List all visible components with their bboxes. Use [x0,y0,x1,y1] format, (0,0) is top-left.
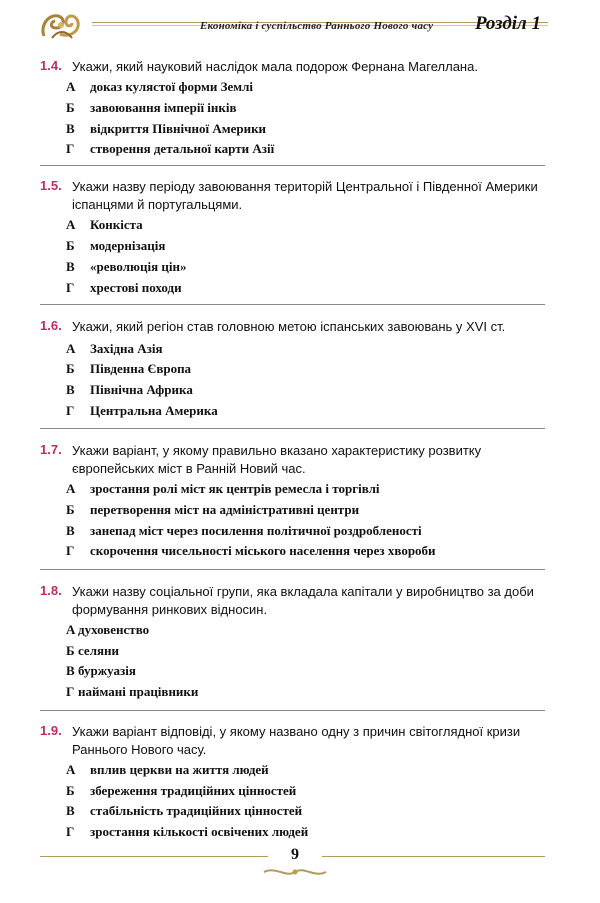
option-a [66,761,269,781]
option-letter: А [66,622,76,637]
option-letter: В [66,121,75,136]
option-text: буржуазія [78,663,136,678]
option-letter: А [66,79,76,94]
option-b [66,501,359,521]
divider [40,710,545,711]
question-number: 1.8. [40,583,62,598]
option-d [66,542,436,562]
divider [40,428,545,429]
divider [40,165,545,166]
option-letter: А [66,217,76,232]
question-number: 1.7. [40,442,62,457]
option-text: Центральна Америка [90,403,218,418]
option-b [66,782,296,802]
divider [40,304,545,305]
option-letter: В [66,803,75,818]
footer-rule-left [40,856,268,857]
option-text: створення детальної карти Азії [90,141,275,156]
divider [40,569,545,570]
option-letter: Г [66,280,75,295]
option-text: збереження традиційних цінностей [90,783,297,798]
option-c [66,120,266,140]
option-letter: В [66,259,75,274]
option-letter: Г [66,543,75,558]
option-letter: Б [66,502,75,517]
page-header [0,0,600,44]
option-letter: В [66,663,75,678]
option-letter: В [66,523,75,538]
page-number: 9 [291,846,299,863]
question-number: 1.4. [40,58,62,73]
option-letter: Б [66,783,75,798]
option-text: Південна Європа [90,361,192,376]
option-text: зростання ролі міст як центрів ремесла і торгівлі [90,481,380,496]
option-text: духовенство [78,622,150,637]
option-d [66,402,218,422]
option-text: зростання кількості освічених людей [90,824,309,839]
option-text: селяни [78,643,120,658]
question-number: 1.6. [40,318,62,333]
option-d [66,140,274,160]
option-d [66,683,198,703]
option-text: наймані працівники [78,684,199,699]
option-c [66,662,136,682]
question-number: 1.5. [40,178,62,193]
option-letter: Г [66,684,75,699]
option-text: перетворення міст на адміністративні центри [90,502,360,517]
option-b [66,642,119,662]
footer-rule-right [322,856,545,857]
option-c [66,258,186,278]
option-letter: Б [66,643,75,658]
option-text: Північна Африка [90,382,193,397]
section-label: Розділ 1 [475,13,542,34]
question-text: Укажи варіант, у якому правильно вказано характеристику розвитку європейських міст в Ранній Новий час. [72,443,482,476]
option-letter: Б [66,100,75,115]
option-a [66,216,143,236]
option-a [66,340,163,360]
option-b [66,237,165,257]
question-text: Укажи, який регіон став головною метою іспанських завоювань у XVI ст. [72,319,506,334]
option-letter: В [66,382,75,397]
option-b [66,99,237,119]
running-title: Економіка і суспільство Раннього Нового часу [200,20,434,32]
option-letter: Г [66,403,75,418]
option-c [66,522,422,542]
question-text: Укажи, який науковий наслідок мала подорож Фернана Магеллана. [72,59,478,74]
option-text: хрестові походи [90,280,182,295]
option-text: вплив церкви на життя людей [90,762,269,777]
option-text: доказ кулястої форми Землі [90,79,254,94]
option-letter: Г [66,141,75,156]
option-text: «революція цін» [90,259,187,274]
option-c [66,802,302,822]
option-letter: Б [66,361,75,376]
option-letter: А [66,341,76,356]
option-text: відкриття Північної Америки [90,121,267,136]
option-letter: Б [66,238,75,253]
question-text: Укажи варіант відповіді, у якому названо одну з причин світоглядної кризи Раннього Нового часу. [72,724,521,757]
option-a [66,78,253,98]
option-c [66,381,193,401]
option-d [66,279,182,299]
question-number: 1.9. [40,723,62,738]
question-text: Укажи назву соціальної групи, яка вкладала капітали у виробництво за доби формування ринкових відносин. [72,584,534,617]
question-text: Укажи назву періоду завоювання територій Центральної і Південної Америки іспанцями й португальцями. [72,179,538,212]
option-text: модернізація [90,238,166,253]
option-letter: А [66,481,76,496]
option-text: занепад міст через посилення політичної роздробленості [90,523,422,538]
option-text: Конкіста [90,217,143,232]
option-letter: А [66,762,76,777]
option-text: стабільність традиційних цінностей [90,803,303,818]
option-text: Західна Азія [90,341,163,356]
option-letter: Г [66,824,75,839]
floral-ornament-icon [38,8,84,42]
option-d [66,823,308,843]
option-a [66,621,149,641]
option-b [66,360,191,380]
option-text: скорочення чисельності міського населення через хвороби [90,543,436,558]
option-text: завоювання імперії інків [90,100,237,115]
option-a [66,480,379,500]
swirl-ornament-icon [262,864,328,880]
